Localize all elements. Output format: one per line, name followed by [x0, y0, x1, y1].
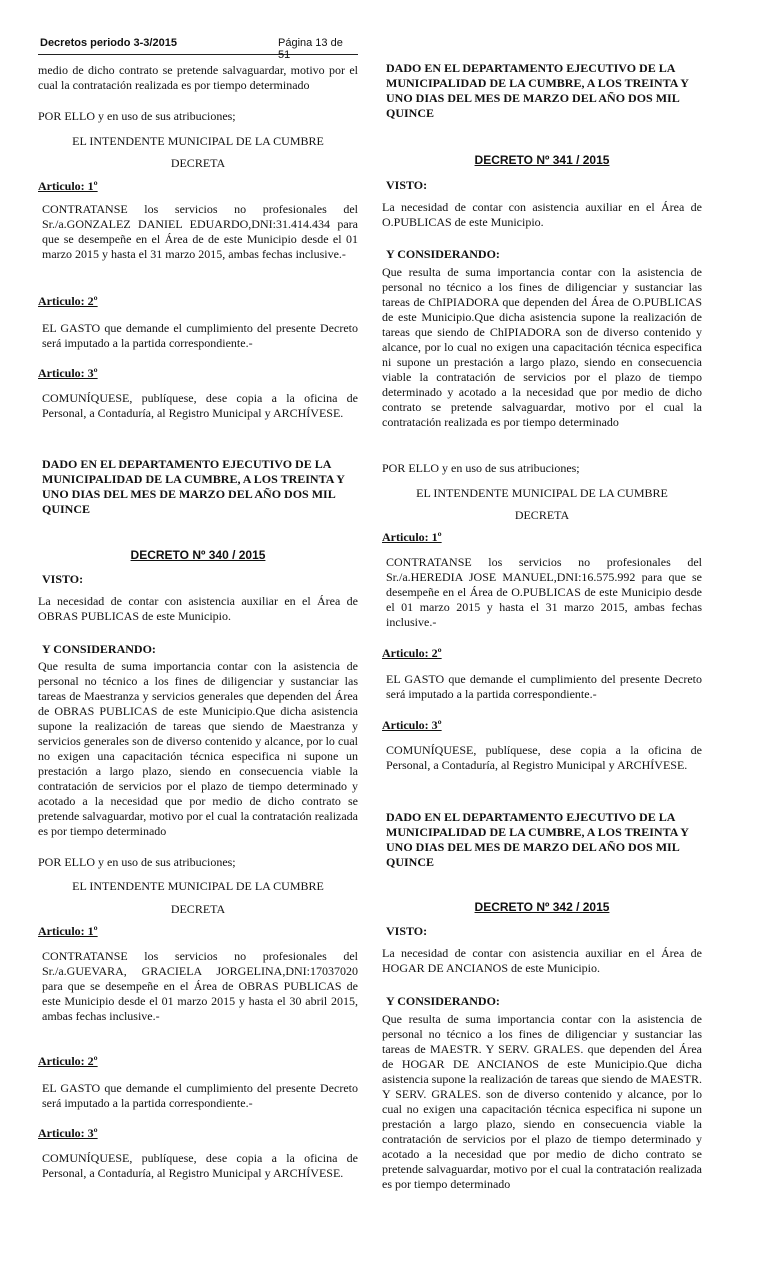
decreta-341: DECRETA: [514, 508, 570, 522]
decreta: DECRETA: [170, 156, 226, 170]
por-ello: POR ELLO y en uso de sus atribuciones;: [38, 109, 236, 123]
article-1b-text: CONTRATANSE los servicios no profesionales del Sr./a.GUEVARA, GRACIELA JORGELINA,DNI:17037020 para que se desempeñe en el Área de OBRAS PUBLICAS de este Municipio desde el 01 marzo 2015 y hasta el 30 abril 2015, ambas fechas inclusive.-: [42, 949, 358, 1023]
page-header: [38, 34, 358, 61]
article-1-text: CONTRATANSE los servicios no profesionales del Sr./a.GONZALEZ DANIEL EDUARDO,DNI:31.414.434 para que se desempeñe en el Área de de este Municipio desde el 01 marzo 2015 y hasta el 31 marzo 2015, ambas fechas inclusive.-: [42, 202, 358, 261]
article-3-text-341: COMUNÍQUESE, publíquese, dese copia a la oficina de Personal, a Contaduría, al Registro Municipal y ARCHÍVESE.: [386, 743, 702, 772]
visto-heading-341: VISTO:: [386, 178, 428, 192]
article-3-label-341: Articulo: 3º: [382, 718, 442, 732]
visto-text-342: La necesidad de contar con asistencia auxiliar en el Área de HOGAR DE ANCIANOS de este Municipio.: [382, 946, 702, 975]
visto-heading-342: VISTO:: [386, 924, 428, 938]
considerando-heading: Y CONSIDERANDO:: [42, 642, 156, 656]
dado-block-341: DADO EN EL DEPARTAMENTO EJECUTIVO DE LA MUNICIPALIDAD DE LA CUMBRE, A LOS TREINTA Y UNO DIAS DEL MES DE MARZO DEL AÑO DOS MIL QUINCE: [386, 810, 689, 869]
article-2-label-341: Articulo: 2º: [382, 646, 442, 660]
considerando-heading-341: Y CONSIDERANDO:: [386, 247, 500, 261]
decreto-341-title: DECRETO Nº 341 / 2015: [474, 153, 610, 167]
dado-block-top: DADO EN EL DEPARTAMENTO EJECUTIVO DE LA MUNICIPALIDAD DE LA CUMBRE, A LOS TREINTA Y UNO DIAS DEL MES DE MARZO DEL AÑO DOS MIL QUINCE: [386, 61, 689, 120]
article-2-text-341: EL GASTO que demande el cumplimiento del presente Decreto será imputado a la partida correspondiente.-: [386, 672, 702, 701]
article-3-label: Articulo: 3º: [38, 366, 98, 380]
article-3-text: COMUNÍQUESE, publíquese, dese copia a la oficina de Personal, a Contaduría, al Registro Municipal y ARCHÍVESE.: [42, 391, 358, 420]
intro-paragraph: medio de dicho contrato se pretende salvaguardar, motivo por el cual la contratación realizada es por tiempo determinado: [38, 63, 358, 92]
intendente-341: EL INTENDENTE MUNICIPAL DE LA CUMBRE: [416, 486, 668, 500]
decreto-340-title: DECRETO Nº 340 / 2015: [130, 548, 266, 562]
visto-text: La necesidad de contar con asistencia auxiliar en el Área de OBRAS PUBLICAS de este Municipio.: [38, 594, 358, 623]
article-2b-text: EL GASTO que demande el cumplimiento del presente Decreto será imputado a la partida correspondiente.-: [42, 1081, 358, 1110]
article-2b-label: Articulo: 2º: [38, 1054, 98, 1068]
article-1-text-341: CONTRATANSE los servicios no profesionales del Sr./a.HEREDIA JOSE MANUEL,DNI:16.575.992 para que se desempeñe en el Área de O.PUBLICAS de este Municipio desde el 01 marzo 2015 y hasta el 31 marzo 2015, ambas fechas inclusive.-: [386, 555, 702, 629]
article-3b-text: COMUNÍQUESE, publíquese, dese copia a la oficina de Personal, a Contaduría, al Registro Municipal y ARCHÍVESE.: [42, 1151, 358, 1180]
decreto-342-title: DECRETO Nº 342 / 2015: [474, 900, 610, 914]
intendente: EL INTENDENTE MUNICIPAL DE LA CUMBRE: [72, 134, 324, 148]
header-title: Decretos periodo 3-3/2015: [40, 37, 177, 49]
page-number: Página 13 de 51: [278, 37, 343, 61]
decreta-2: DECRETA: [170, 902, 226, 916]
considerando-text: Que resulta de suma importancia contar con la asistencia de personal no técnico a los fines de diligenciar y sustanciar las tareas de Maestranza y servicios generales que dependen del Área de OBRAS PUBLICAS de este Municipio.Que dicha asistencia supone la realización de tareas que siendo de Maestranza y servicios generales son de diverso contenido y alcance, por lo cual no exigen una capacitación técnica especifica ni supone un prestación a largo plazo, siendo en consecuencia viable la contratación de servicios por el plazo de tiempo determinado y acotado a la necesidad que por medio de dicho contrato se pretende salvaguardar, motivo por el cual la contratación realizada es por tiempo determinado: [38, 659, 358, 838]
visto-heading: VISTO:: [42, 572, 84, 586]
article-1b-label: Articulo: 1º: [38, 924, 98, 938]
considerando-text-341: Que resulta de suma importancia contar con la asistencia de personal no técnico a los fines de diligenciar y sustanciar las tareas de ChIPIADORA que dependen del Área de O.PUBLICAS de este Municipio.Que dicha asistencia supone la realización de tareas que siendo de ChIPIADORA son de diverso contenido y alcance, por lo cual no exigen una capacitación técnica especifica ni supone un prestación a largo plazo, siendo en consecuencia viable la contratación de servicios por el plazo de tiempo determinado y acotado a la necesidad que por medio de dicho contrato se pretende salvaguardar, motivo por el cual la contratación realizada es por tiempo determinado: [382, 265, 702, 429]
considerando-heading-342: Y CONSIDERANDO:: [386, 994, 500, 1008]
por-ello-2: POR ELLO y en uso de sus atribuciones;: [38, 855, 236, 869]
por-ello-341: POR ELLO y en uso de sus atribuciones;: [382, 461, 580, 475]
article-3b-label: Articulo: 3º: [38, 1126, 98, 1140]
article-2-text: EL GASTO que demande el cumplimiento del presente Decreto será imputado a la partida correspondiente.-: [42, 321, 358, 350]
article-2-label: Articulo: 2º: [38, 294, 98, 308]
article-1-label: Articulo: 1º: [38, 179, 98, 193]
considerando-text-342: Que resulta de suma importancia contar con la asistencia de personal no técnico a los fines de diligenciar y sustanciar las tareas de MAESTR. Y SERV. GRALES. que dependen del Área de HOGAR DE ANCIANOS de este Municipio.Que dicha asistencia supone la realización de tareas que siendo de MAESTR. Y SERV. GRALES. son de diverso contenido y alcance, por lo cual no exigen una capacitación técnica especifica ni supone un prestación a largo plazo, siendo en consecuencia viable la contratación de servicios por el plazo de tiempo determinado y acotado a la necesidad que por medio de dicho contrato se pretende salvaguardar, motivo por el cual la contratación realizada es por tiempo determinado: [382, 1012, 702, 1191]
intendente-2: EL INTENDENTE MUNICIPAL DE LA CUMBRE: [72, 879, 324, 893]
dado-block: DADO EN EL DEPARTAMENTO EJECUTIVO DE LA MUNICIPALIDAD DE LA CUMBRE, A LOS TREINTA Y UNO DIAS DEL MES DE MARZO DEL AÑO DOS MIL QUINCE: [42, 457, 345, 516]
visto-text-341: La necesidad de contar con asistencia auxiliar en el Área de O.PUBLICAS de este Municipio.: [382, 200, 702, 229]
article-1-label-341: Articulo: 1º: [382, 530, 442, 544]
